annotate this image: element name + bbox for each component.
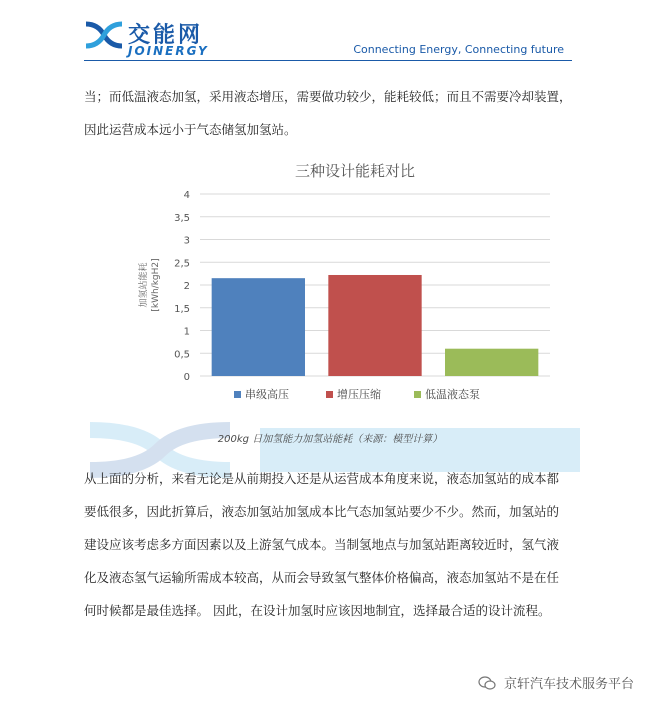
- body-line: 从上面的分析，来看无论是从前期投入还是从运营成本角度来说，液态加氢站的成本都: [84, 471, 560, 486]
- intro-line: 当；而低温液态加氢，采用液态增压，需要做功较少，能耗较低；而且不需要冷却装置，: [84, 89, 572, 104]
- chart-svg: [84, 150, 576, 420]
- chart-title: 三种设计能耗对比: [294, 162, 416, 180]
- y-tick-label: 2: [183, 281, 190, 292]
- y-axis-label: [kWh/kgH2]: [151, 258, 161, 312]
- legend-swatch: [326, 391, 333, 398]
- y-tick-label: 2,5: [174, 258, 190, 270]
- logo-mark-icon: [84, 20, 124, 50]
- intro-line: 因此运营成本远小于气态储氢加氢站。: [84, 122, 297, 137]
- bar: [328, 275, 421, 376]
- page-header: [0, 0, 656, 62]
- joinergy-logo: [84, 20, 209, 58]
- body-line: 何时候都是最佳选择。 因此，在设计加氢时应该因地制宜，选择最合适的设计流程。: [84, 603, 551, 618]
- legend-label: 低温液态泵: [425, 388, 480, 401]
- y-tick-label: 1: [183, 326, 190, 338]
- intro-paragraph: [84, 80, 576, 146]
- y-tick-label: 1,5: [174, 303, 190, 315]
- body-line: 要低很多，因此折算后，液态加氢站加氢成本比气态加氢站要少不少。然而，加氢站的: [84, 504, 560, 519]
- logo-english-text: JOINERGY: [128, 44, 209, 58]
- y-tick-label: 3: [183, 235, 190, 247]
- energy-comparison-chart: [84, 150, 576, 420]
- logo-chinese-text: 交能网: [128, 23, 204, 48]
- legend-swatch: [234, 391, 241, 398]
- legend-label: 串级高压: [245, 388, 289, 401]
- header-divider: [84, 60, 572, 61]
- wechat-watermark: [478, 673, 634, 692]
- y-axis-label: 加氢站能耗: [139, 262, 149, 308]
- chart-caption: 200kg 日加氢能力加氢站能耗（来源：模型计算）: [217, 434, 443, 445]
- body-line: 化及液态氢气运输所需成本较高，从而会导致氢气整体价格偏高，液态加氢站不是在任: [84, 570, 560, 585]
- y-tick-label: 0: [183, 372, 190, 383]
- legend-swatch: [414, 391, 421, 398]
- y-tick-label: 3,5: [174, 212, 190, 224]
- body-line: 建设应该考虑多方面因素以及上游氢气成本。当制氢地点与加氢站距离较近时，氢气液: [84, 537, 560, 552]
- bar: [445, 349, 538, 376]
- bar: [212, 278, 305, 376]
- y-tick-label: 0,5: [174, 349, 190, 361]
- header-tagline: Connecting Energy, Connecting future: [353, 43, 564, 56]
- body-paragraph: [84, 462, 576, 627]
- y-tick-label: 4: [183, 190, 190, 201]
- legend-label: 增压压缩: [337, 388, 381, 401]
- wechat-icon: [478, 676, 496, 690]
- watermark-text: 京轩汽车技术服务平台: [503, 677, 634, 692]
